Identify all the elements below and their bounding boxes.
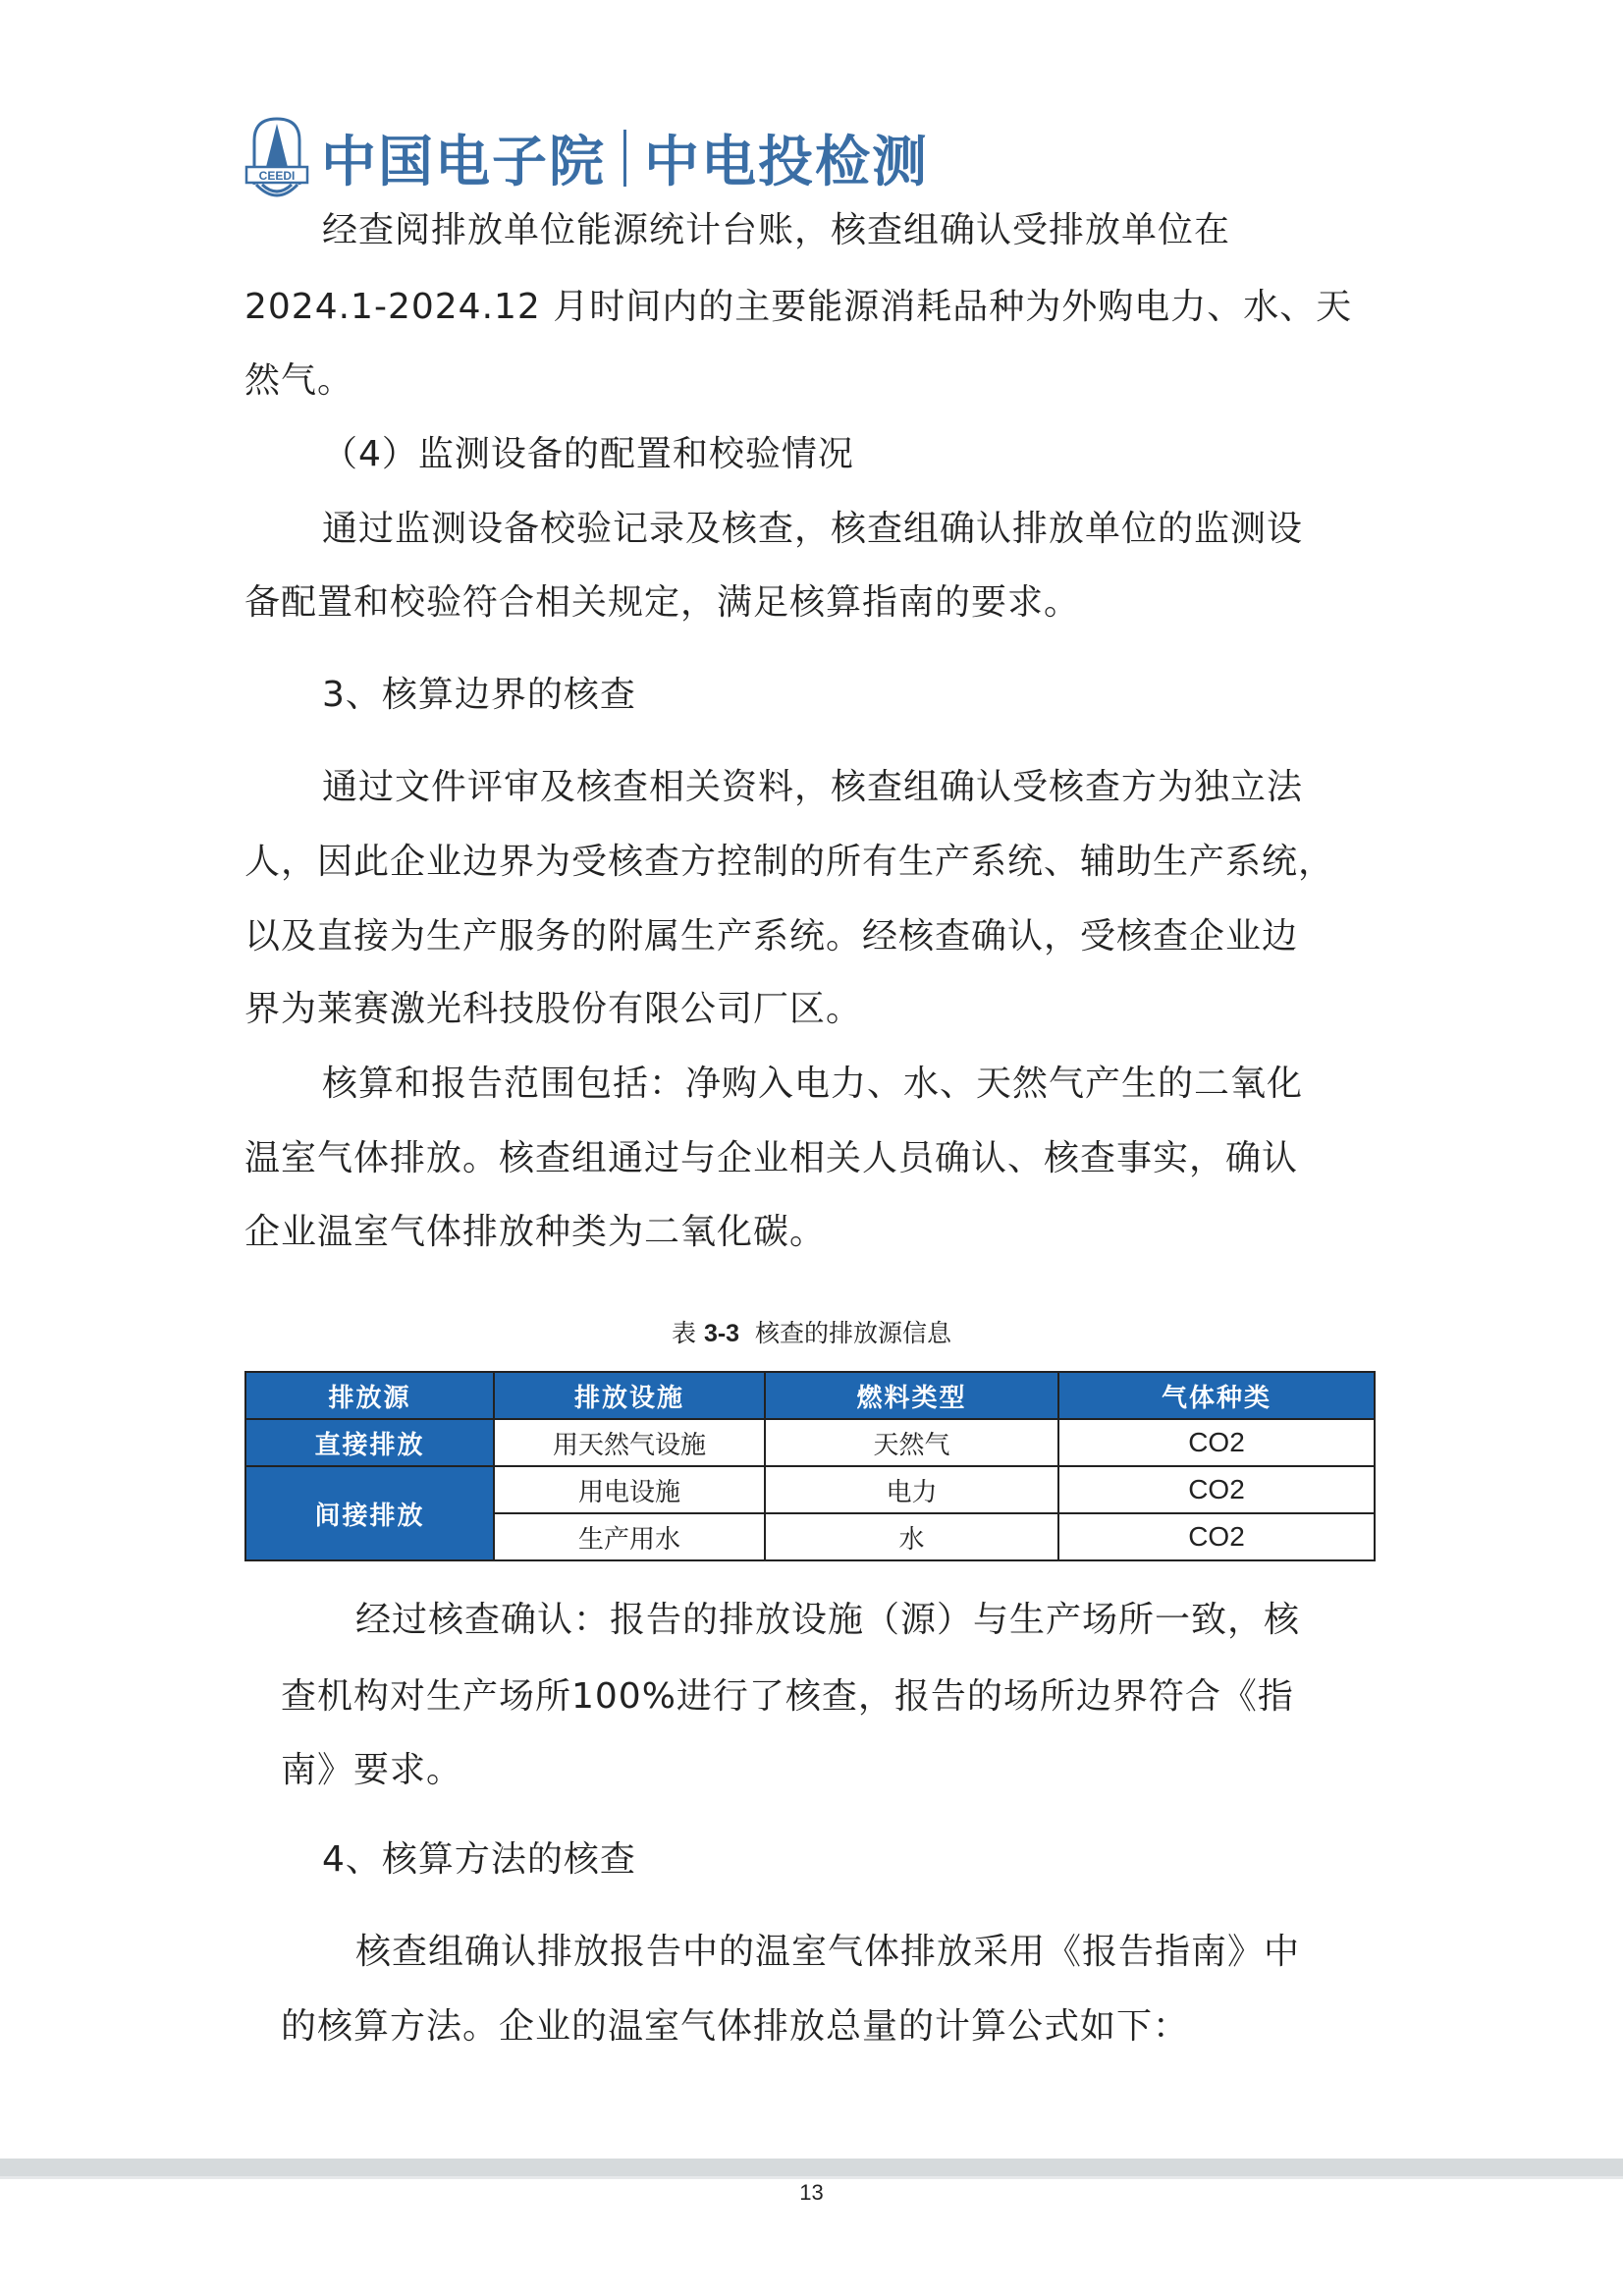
page-number: 13 [799,2180,824,2205]
facility-cell: 生产用水 [494,1513,765,1560]
svg-text:CEEDI: CEEDI [258,169,296,183]
text-line: 通过文件评审及核查相关资料，核查组确认受核查方为独立法 [322,767,1304,807]
gas-cell: CO2 [1058,1466,1375,1513]
fuel-cell: 水 [765,1513,1058,1560]
ceedi-logo-icon [244,116,309,200]
table-row [245,1466,1375,1513]
logo-divider [623,130,626,187]
sub-org-name: 中电投检测 [644,131,929,194]
table-header-row [245,1372,1375,1419]
table-caption: 表 3-3 核查的排放源信息 [671,1319,952,1347]
gas-cell: CO2 [1058,1513,1375,1560]
text-line: 核查组确认排放报告中的温室气体排放采用《报告指南》中 [355,1932,1301,1972]
table-row [245,1419,1375,1466]
facility-cell: 用电设施 [494,1466,765,1513]
column-header: 气体种类 [1058,1372,1375,1419]
text-line: 企业温室气体排放种类为二氧化碳。 [244,1212,827,1252]
text-line: 经过核查确认：报告的排放设施（源）与生产场所一致，核 [355,1600,1301,1640]
text-line: 通过监测设备校验记录及核查，核查组确认排放单位的监测设 [322,509,1304,549]
column-header: 排放源 [245,1372,494,1419]
text-line: 经查阅排放单位能源统计台账，核查组确认受排放单位在 [322,210,1231,250]
text-line: 南》要求。 [281,1750,463,1790]
fuel-cell: 天然气 [765,1419,1058,1466]
emission-source-table [244,1371,1376,1561]
column-header: 燃料类型 [765,1372,1058,1419]
section-heading: 3、核算边界的核查 [322,675,636,715]
source-cell: 间接排放 [245,1466,494,1560]
text-line: 2024.1-2024.12 月时间内的主要能源消耗品种为外购电力、水、天 [244,287,1353,327]
org-name: 中国电子院 [321,131,606,194]
gas-cell: CO2 [1058,1419,1375,1466]
section-heading: 4、核算方法的核查 [322,1839,636,1880]
source-cell: 直接排放 [245,1419,494,1466]
header-logo [244,114,929,202]
fuel-cell: 电力 [765,1466,1058,1513]
text-line: 查机构对生产场所100%进行了核查，报告的场所边界符合《指 [281,1676,1294,1717]
footer-bar [0,2159,1623,2179]
text-line: 的核算方法。企业的温室气体排放总量的计算公式如下： [281,2006,1190,2047]
text-line: 以及直接为生产服务的附属生产系统。经核查确认，受核查企业边 [244,916,1299,957]
facility-cell: 用天然气设施 [494,1419,765,1466]
text-line: 界为莱赛激光科技股份有限公司厂区。 [244,989,863,1029]
text-line: 温室气体排放。核查组通过与企业相关人员确认、核查事实，确认 [244,1138,1299,1178]
text-line: 然气。 [244,360,354,401]
text-line: 核算和报告范围包括：净购入电力、水、天然气产生的二氧化 [322,1064,1304,1104]
text-line: 备配置和校验符合相关规定，满足核算指南的要求。 [244,582,1081,623]
column-header: 排放设施 [494,1372,765,1419]
subheading: （4）监测设备的配置和校验情况 [322,434,854,474]
text-line: 人，因此企业边界为受核查方控制的所有生产系统、辅助生产系统， [244,842,1335,882]
